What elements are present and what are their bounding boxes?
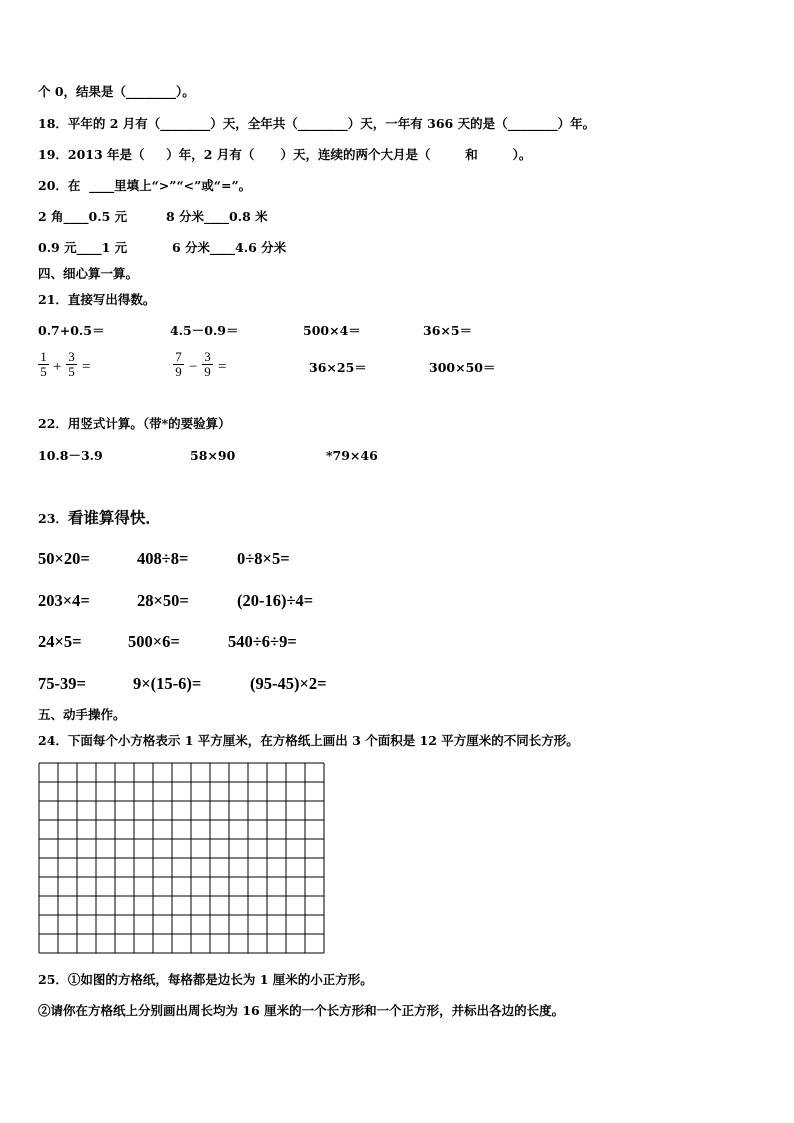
fraction-denominator: 9 (175, 364, 182, 379)
fraction-numerator: 3 (68, 349, 75, 364)
q23-r1c3: 0÷8×5= (237, 549, 290, 568)
q22-calc-2: 58×90 (190, 448, 236, 463)
question-19: 19．2013 年是（ ）年，2 月有（ ）天，连续的两个大月是（ 和 ）。 (38, 147, 532, 162)
q23-r2c1: 203×4= (38, 591, 90, 610)
fraction-numerator: 7 (175, 349, 182, 364)
fraction-denominator: 9 (204, 364, 211, 379)
question-21: 21．直接写出得数。 (38, 292, 156, 307)
q23-r2c3: (20-16)÷4= (237, 591, 314, 610)
q23-r3c3: 540÷6÷9= (228, 632, 297, 651)
question-number: 23． (38, 511, 68, 526)
q21-r2c3: 36×25＝ (309, 360, 367, 375)
q21-r2c4: 300×50＝ (429, 360, 496, 375)
q17-continuation: 个 0，结果是（________）。 (38, 84, 195, 99)
question-25-part-1: 25．①如图的方格纸，每格都是边长为 1 厘米的小正方形。 (38, 972, 373, 987)
square-grid-paper[interactable] (38, 762, 328, 956)
plus-sign: + (53, 359, 62, 375)
question-23-title: 看谁算得快． (67, 508, 161, 527)
q22-calc-1: 10.8－3.9 (38, 448, 103, 463)
fraction-denominator: 5 (68, 364, 75, 379)
q23-r3c1: 24×5= (38, 632, 82, 651)
q20-item-b1: 0.9 元____1 元 (38, 240, 128, 255)
q21-r1c3: 500×4＝ (303, 323, 361, 338)
equals-sign: = (218, 359, 227, 375)
q23-r4c1: 75-39= (38, 674, 86, 693)
section-4-heading: 四、细心算一算。 (38, 266, 139, 281)
fraction-numerator: 3 (204, 349, 211, 364)
minus-sign: − (189, 359, 198, 375)
fraction-7-9 (173, 350, 184, 379)
q22-calc-3: *79×46 (326, 448, 378, 463)
q21-r1c4: 36×5＝ (423, 323, 473, 338)
question-20: 20．在 ____里填上“>”“<”或“=”。 (38, 178, 252, 193)
fraction-3-9 (202, 350, 213, 379)
question-25-part-2: ②请你在方格纸上分别画出周长均为 16 厘米的一个长方形和一个正方形，并标出各边的长度。 (38, 1003, 565, 1018)
q21-r1c1: 0.7+0.5＝ (38, 323, 105, 338)
fraction-numerator: 1 (40, 349, 47, 364)
q20-item-a2: 8 分米____0.8 米 (166, 209, 268, 224)
q23-r2c2: 28×50= (137, 591, 189, 610)
q23-r4c2: 9×(15-6)= (133, 674, 202, 693)
q23-r4c3: (95-45)×2= (250, 674, 327, 693)
question-22: 22．用竖式计算。（带*的要验算） (38, 416, 231, 431)
fraction-3-5 (66, 350, 77, 379)
question-18: 18．平年的 2 月有（________）天，全年共（________）天，一年有 366 天的是（________）年。 (38, 116, 596, 131)
section-5-heading: 五、动手操作。 (38, 707, 126, 722)
fraction-denominator: 5 (40, 364, 47, 379)
q20-item-a1: 2 角____0.5 元 (38, 209, 128, 224)
q20-item-b2: 6 分米____4.6 分米 (172, 240, 287, 255)
q23-r1c1: 50×20= (38, 549, 90, 568)
question-23 (38, 508, 161, 529)
q23-r1c2: 408÷8= (137, 549, 189, 568)
equals-sign: = (82, 359, 91, 375)
question-24: 24．下面每个小方格表示 1 平方厘米，在方格纸上画出 3 个面积是 12 平方厘米的不同长方形。 (38, 733, 579, 748)
fraction-1-5 (38, 350, 49, 379)
q21-r1c2: 4.5－0.9＝ (170, 323, 239, 338)
q23-r3c2: 500×6= (128, 632, 180, 651)
